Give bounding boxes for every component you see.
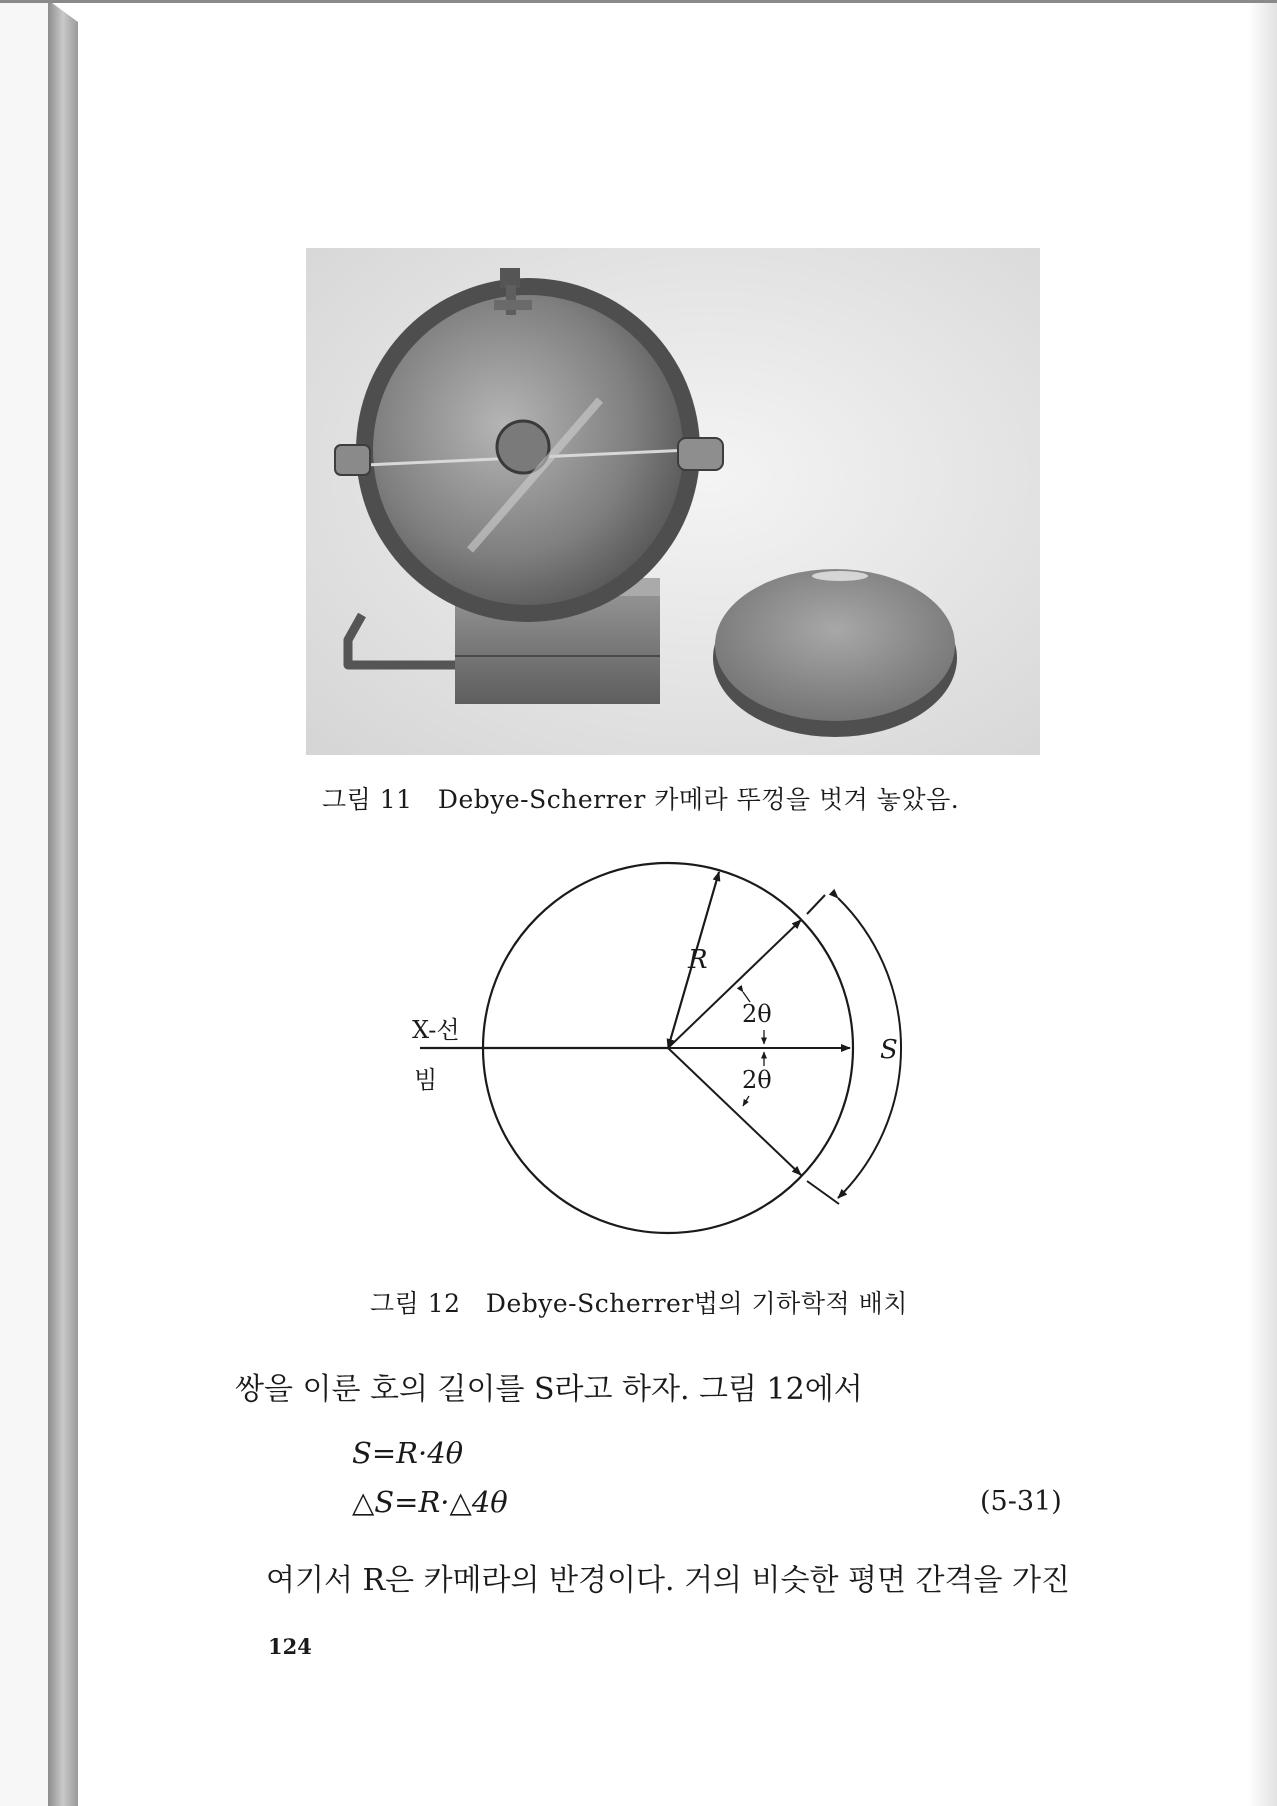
page-binding-edge [48,0,78,1806]
page-number: 124 [268,1634,312,1659]
figure-12-caption [370,1284,908,1320]
body-line-1: 쌍을 이룬 호의 길이를 S라고 하자. 그림 12에서 [235,1372,863,1407]
figure-12-caption-label: 그림 12 [370,1289,461,1318]
diagram-label-xray: X-선 [412,1016,460,1044]
figure-12-caption-text: Debye-Scherrer법의 기하학적 배치 [485,1289,908,1318]
figure-11-photo [306,248,1040,755]
diagram-label-S: S [880,1035,898,1065]
body-line-2: 여기서 R은 카메라의 반경이다. 거의 비슷한 평면 간격을 가진 [266,1563,1070,1598]
diagram-label-R: R [688,945,708,975]
figure-11-caption-text: Debye-Scherrer 카메라 뚜껑을 벗겨 놓았음. [437,785,960,814]
diagram-label-beam: 빔 [414,1066,438,1094]
equation-1: S=R·4θ [352,1436,464,1470]
equation-2: △S=R·△4θ [352,1485,508,1519]
figure-11-caption-label: 그림 11 [322,785,413,814]
equation-number: (5-31) [980,1486,1062,1517]
diagram-label-angle-bottom: 2θ [742,1066,772,1094]
diagram-label-angle-top: 2θ [742,1000,772,1028]
figure-11-caption [322,780,959,816]
